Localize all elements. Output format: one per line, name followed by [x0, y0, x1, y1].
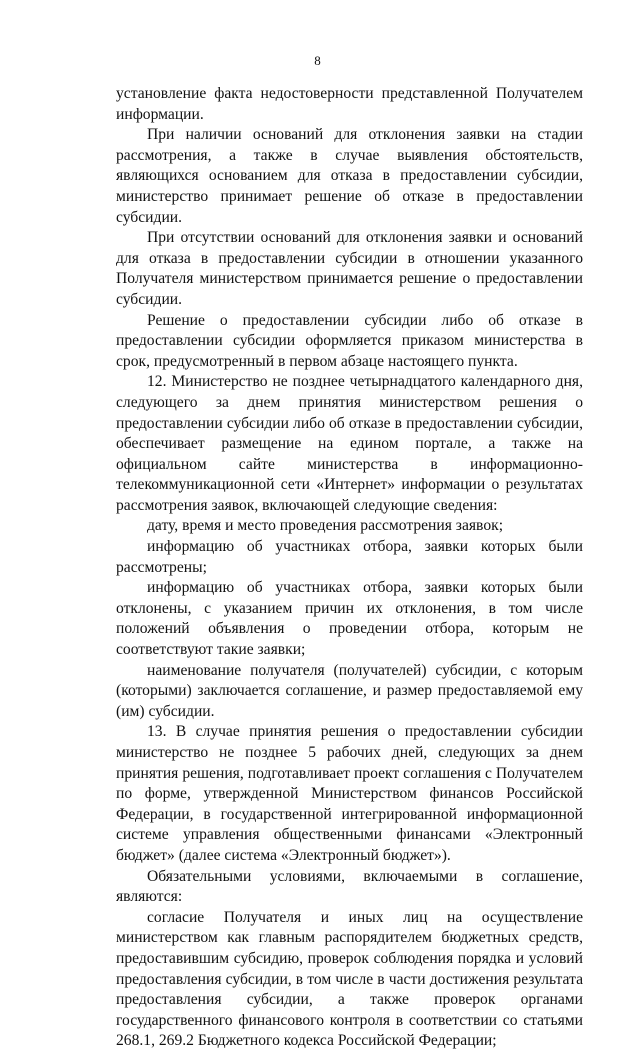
page-number: 8 — [314, 53, 321, 68]
paragraph-mandatory-conditions: Обязательными условиями, включаемыми в соглашение, являются: — [116, 867, 583, 906]
paragraph-continuation: установление факта недостоверности представленной Получателем информации. — [116, 85, 583, 123]
paragraph-decision-order: Решение о предоставлении субсидии либо об отказе в предоставлении субсидии оформляется приказом министерства в срок, предусмотренный в первом абзаце настоящего пункта. — [116, 311, 583, 370]
list-item-date-time-place: дату, время и место проведения рассмотрения заявок; — [147, 517, 504, 535]
list-item-reviewed-participants: информацию об участниках отбора, заявки которых были рассмотрены; — [116, 538, 583, 576]
paragraph-item-12: 12. Министерство не позднее четырнадцатого календарного дня, следующего за днем принятия министерством решения о предоставлении субсидии либо об отказе в предоставлении субсидии, обеспечивает размещение на едином портале, а также на официальном сайте министерства в информационно-телекоммуникационной сети «Интернет» информации о результатах рассмотрения заявок, включающей следующие сведения: — [116, 373, 583, 514]
paragraph-consent-inspections: согласие Получателя и иных лиц на осуществление министерством как главным распорядителем бюджетных средств, предоставившим субсидию, проверок соблюдения порядка и условий предоставления субсидии, в том числе в части достижения результата предоставления субсидии, а также проверок органами государственного финансового контроля в соответствии со статьями 268.1, 269.2 Бюджетного кодекса Российской Федерации; — [116, 908, 583, 1050]
paragraph-item-13: 13. В случае принятия решения о предоставлении субсидии министерство не позднее 5 рабочих дней, следующих за днем принятия решения, подготавливает проект соглашения с Получателем по форме, утвержденной Министерством финансов Российской Федерации, в государственной интегрированной информационной системе управления общественными финансами «Электронный бюджет» (далее система «Электронный бюджет»). — [116, 723, 583, 864]
list-item-recipient-name: наименование получателя (получателей) субсидии, с которым (которыми) заключается соглашение, и размер предоставляемой ему (им) субсидии. — [116, 661, 583, 720]
paragraph-rejection-grounds: При наличии оснований для отклонения заявки на стадии рассмотрения, а также в случае выявления обстоятельств, являющихся основанием для отказа в предоставлении субсидии, министерство принимает решение об отказе в предоставлении субсидии. — [116, 126, 583, 226]
document-body — [116, 84, 583, 1052]
paragraph-approval-decision: При отсутствии оснований для отклонения заявки и оснований для отказа в предоставлении субсидии в отношении указанного Получателя министерством принимается решение о предоставлении субсидии. — [116, 229, 583, 308]
list-item-rejected-participants: информацию об участниках отбора, заявки которых были отклонены, с указанием причин их отклонения, в том числе положений объявления о проведении отбора, которым не соответствуют такие заявки; — [116, 579, 583, 659]
